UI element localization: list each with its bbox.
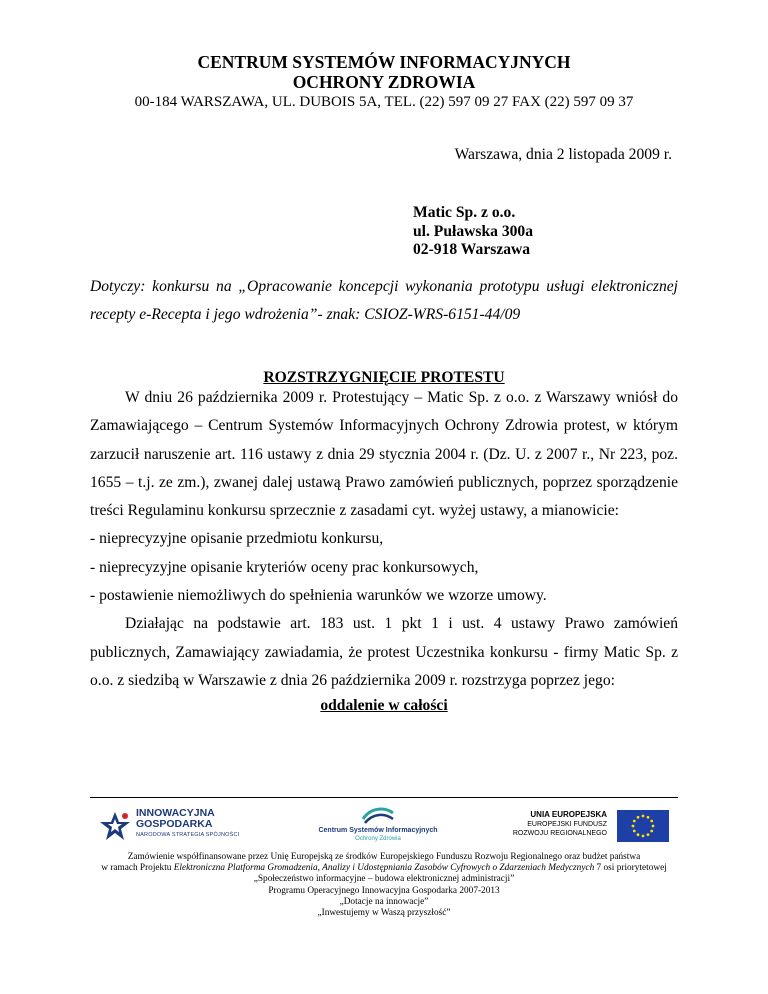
decision-heading: ROZSTRZYGNIĘCIE PROTESTU (263, 369, 505, 386)
eu-logo (497, 810, 669, 842)
csioz-line1: Centrum Systemów Informacyjnych (318, 827, 438, 834)
footer-project-name: Elektroniczna Platforma Gromadzenia, Analizy i Udostępniania Zasobów Cyfrowych o Zdarzeniach Medycznych (173, 863, 595, 874)
eu-line2: EUROPEJSKI FUNDUSZ (527, 821, 607, 828)
ig-title (136, 808, 215, 830)
footer-text (60, 852, 708, 919)
eu-line3: ROZWOJU REGIONALNEGO (512, 830, 607, 837)
footer-line5: „Dotacje na innowacje” (339, 896, 429, 907)
eu-line1: UNIA EUROPEJSKA (530, 810, 607, 819)
csioz-line2: Ochrony Zdrowia (355, 836, 401, 842)
org-name-line2: OCHRONY ZDROWIA (292, 72, 476, 92)
bullet-item: - nieprecyzyjne opisanie przedmiotu konkursu, (90, 530, 384, 548)
subject-line2: recepty e-Recepta i jego wdrożenia”- znak: CSIOZ-WRS-6151-44/09 (90, 306, 521, 324)
recipient-street: ul. Puławska 300a (413, 222, 534, 240)
footer-line2 (60, 863, 708, 874)
ig-line2: GOSPODARKA (136, 818, 213, 830)
bullet-item: - nieprecyzyjne opisanie kryteriów oceny prac konkursowych, (90, 558, 479, 576)
paragraph-protest: W dniu 26 października 2009 r. Protestujący – Matic Sp. z o.o. z Warszawy wniósł do Zamawiającego – Centrum Systemów Informacyjnych Ochrony Zdrowia protest, w którym zarzucił naruszenie art. 116 ustawy z dnia 29 stycznia 2004 r. (Dz. U. z 2007 r., Nr 223, poz. 1655 – t.j. ze zm.), zwanej dalej ustawą Prawo zamówień publicznych, poprzez sporządzenie treści Regulaminu konkursu sprzecznie z zasadami cyt. wyżej ustawy, a mianowicie: (90, 389, 678, 520)
org-address: 00-184 WARSZAWA, UL. DUBOIS 5A, TEL. (22) 597 09 27 FAX (22) 597 09 37 (134, 94, 634, 110)
date-line: Warszawa, dnia 2 listopada 2009 r. (454, 146, 672, 163)
ig-line1: INNOWACYJNA (136, 807, 215, 819)
eu-flag-icon (617, 810, 669, 842)
letter-body (90, 384, 678, 717)
eu-text (513, 810, 607, 838)
decision-result: oddalenie w całości (320, 697, 448, 715)
footer-divider (90, 797, 678, 798)
footer-line3: „Społeczeństwo informacyjne – budowa elektronicznej administracji” (253, 874, 515, 885)
paragraph-decision: Działając na podstawie art. 183 ust. 1 pkt 1 i ust. 4 ustawy Prawo zamówień publicznych, Zamawiający zawiadamia, że protest Uczestnika konkursu - firmy Matic Sp. z o.o. z siedzibą w Warszawie z dnia 26 października 2009 r. rozstrzyga poprzez jego: (90, 615, 678, 689)
csioz-logo (308, 805, 448, 847)
footer-line2-post: 7 osi priorytetowej (594, 863, 667, 874)
innowacyjna-gospodarka-logo (98, 808, 248, 844)
ig-line3: NARODOWA STRATEGIA SPÓJNOŚCI (136, 832, 240, 838)
subject (90, 273, 678, 330)
footer-line6: „Inwestujemy w Waszą przyszłość” (317, 908, 451, 919)
recipient-block (413, 204, 533, 260)
subject-line1: Dotyczy: konkursu na „Opracowanie koncepcji wykonania prototypu usługi elektronicznej (90, 278, 678, 295)
footer-line1: Zamówienie współfinansowane przez Unię Europejską ze środków Europejskiego Funduszu Rozwoju Regionalnego oraz budżet państwa (127, 852, 641, 862)
footer-line4: Programu Operacyjnego Innowacyjna Gospodarka 2007-2013 (268, 885, 500, 896)
bullet-item: - postawienie niemożliwych do spełnienia warunków we wzorze umowy. (90, 587, 547, 605)
org-name-line1: CENTRUM SYSTEMÓW INFORMACYJNYCH (197, 52, 571, 72)
ig-star-icon (98, 810, 132, 842)
recipient-name: Matic Sp. z o.o. (413, 204, 516, 221)
csioz-swirl-icon (361, 805, 395, 825)
recipient-city: 02-918 Warszawa (413, 241, 531, 258)
footer-line2-pre: w ramach Projektu (101, 863, 174, 874)
